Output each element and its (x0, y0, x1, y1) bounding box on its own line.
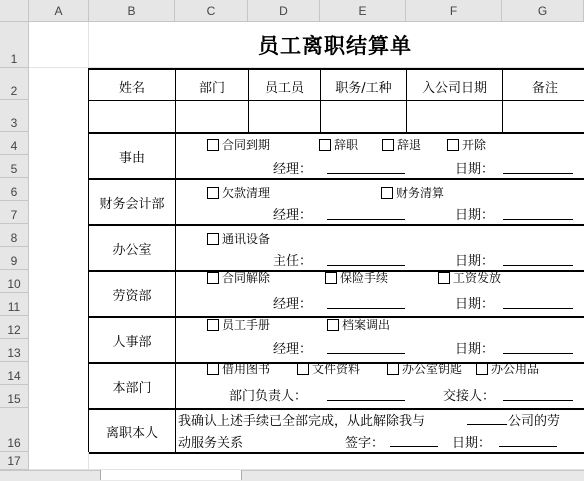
row-header-15[interactable]: 15 (0, 385, 29, 408)
checkbox-label: 辞职 (334, 138, 359, 152)
checkbox-label: 办公用品 (491, 362, 540, 376)
header-join-date: 入公司日期 (421, 80, 487, 96)
signer-label: 经理： (273, 162, 313, 177)
header-name: 姓名 (118, 80, 145, 96)
date-line[interactable] (503, 219, 573, 220)
date-label: 日期： (455, 297, 495, 312)
row-header-11[interactable]: 11 (0, 293, 29, 316)
checkbox-label: 财务清算 (396, 186, 445, 200)
handover-line[interactable] (503, 400, 573, 401)
checkbox-label: 文件资料 (312, 362, 361, 376)
row-header-8[interactable]: 8 (0, 224, 29, 247)
section-label-labor: 劳资部 (112, 288, 152, 304)
signature-line[interactable] (327, 400, 405, 401)
column-header-a[interactable]: A (29, 0, 89, 22)
checkbox-employee-handbook[interactable] (207, 316, 270, 333)
checkbox-icon (381, 187, 393, 199)
checkbox-icon (438, 272, 450, 284)
select-all-corner[interactable] (0, 0, 29, 22)
input-position-cell[interactable] (321, 101, 406, 132)
checkbox-icon (207, 139, 219, 151)
input-remarks-cell[interactable] (503, 101, 584, 132)
input-staff-cell[interactable] (249, 101, 320, 132)
checkbox-expel[interactable] (447, 136, 486, 153)
input-department-cell[interactable] (176, 101, 248, 132)
signature-line[interactable] (390, 446, 438, 447)
checkbox-contract-termination[interactable] (207, 269, 270, 286)
section-label-finance: 财务会计部 (99, 196, 165, 212)
confirmation-text-line2: 动服务关系 (178, 436, 244, 451)
checkbox-office-supplies[interactable] (476, 360, 539, 377)
row-header-17[interactable]: 17 (0, 452, 29, 470)
checkbox-office-keys[interactable] (387, 360, 462, 377)
checkbox-label: 合同到期 (222, 138, 271, 152)
date-line[interactable] (499, 446, 557, 447)
date-line[interactable] (503, 265, 573, 266)
checkbox-icon (207, 187, 219, 199)
checkbox-label: 保险手续 (340, 271, 389, 285)
section-label-hr: 人事部 (112, 334, 152, 350)
checkbox-insurance[interactable] (325, 269, 388, 286)
form-divider (89, 452, 584, 454)
header-remarks: 备注 (531, 80, 558, 96)
date-label: 日期： (455, 254, 495, 269)
header-department: 部门 (198, 80, 225, 96)
checkbox-label: 员工手册 (222, 318, 271, 332)
page-title: 员工离职结算单 (258, 33, 412, 58)
date-label: 日期： (455, 342, 495, 357)
row-header-3[interactable]: 3 (0, 100, 29, 132)
sheet-tab-bar (0, 470, 584, 481)
signature-line[interactable] (327, 265, 405, 266)
checkbox-resign[interactable] (319, 136, 358, 153)
checkbox-label: 欠款清理 (222, 186, 271, 200)
sign-label: 签字： (345, 436, 385, 451)
signer-label: 主任： (273, 254, 313, 269)
header-staff: 员工员 (264, 80, 304, 96)
signer-label: 经理： (273, 342, 313, 357)
row-header-10[interactable]: 10 (0, 270, 29, 293)
handover-label: 交接人： (443, 389, 496, 404)
date-line[interactable] (503, 308, 573, 309)
signer-label: 经理： (273, 208, 313, 223)
checkbox-label: 通讯设备 (222, 232, 271, 246)
column-header-g[interactable]: G (502, 0, 584, 22)
section-label-dept: 本部门 (112, 380, 152, 396)
row-header-5[interactable]: 5 (0, 155, 29, 178)
row-header-9[interactable]: 9 (0, 247, 29, 270)
section-label-reason: 事由 (118, 150, 145, 166)
section-label-self: 离职本人 (105, 425, 158, 441)
checkbox-label: 借用图书 (222, 362, 271, 376)
signature-line[interactable] (327, 219, 405, 220)
row-header-7[interactable]: 7 (0, 201, 29, 224)
checkbox-dismiss[interactable] (382, 136, 421, 153)
checkbox-icon (207, 319, 219, 331)
checkbox-icon (387, 363, 399, 375)
checkbox-icon (207, 233, 219, 245)
checkbox-icon (319, 139, 331, 151)
column-header-b[interactable]: B (89, 0, 175, 22)
row-header-6[interactable]: 6 (0, 178, 29, 201)
row-header-1[interactable]: 1 (0, 22, 29, 68)
date-line[interactable] (503, 353, 573, 354)
input-name-cell[interactable] (89, 101, 175, 132)
checkbox-contract-expired[interactable] (207, 136, 270, 153)
date-line[interactable] (503, 173, 573, 174)
checkbox-label: 开除 (462, 138, 487, 152)
signer-label: 部门负责人： (229, 389, 308, 404)
checkbox-label: 工资发放 (453, 271, 502, 285)
checkbox-documents[interactable] (297, 360, 360, 377)
resignation-form (88, 68, 584, 452)
row-header-16[interactable]: 16 (0, 408, 29, 452)
company-name-line[interactable] (467, 424, 507, 425)
row-header-13[interactable]: 13 (0, 339, 29, 362)
confirmation-text-part1: 我确认上述手续已全部完成，从此解除我与 (178, 414, 426, 429)
checkbox-label: 合同解除 (222, 271, 271, 285)
row-header-14[interactable]: 14 (0, 362, 29, 385)
checkbox-label: 办公室钥匙 (402, 362, 463, 376)
checkbox-icon (476, 363, 488, 375)
signature-line[interactable] (327, 308, 405, 309)
header-position: 职务/工种 (335, 80, 392, 96)
checkbox-label: 辞退 (397, 138, 422, 152)
checkbox-icon (297, 363, 309, 375)
row-header-2[interactable]: 2 (0, 68, 29, 100)
section-label-office: 办公室 (112, 242, 152, 258)
checkbox-icon (325, 272, 337, 284)
checkbox-icon (382, 139, 394, 151)
checkbox-finance-settlement[interactable] (381, 184, 444, 201)
column-header-c[interactable]: C (175, 0, 248, 22)
date-label: 日期： (455, 162, 495, 177)
checkbox-icon (207, 272, 219, 284)
checkbox-salary-payment[interactable] (438, 269, 501, 286)
checkbox-borrowed-books[interactable] (207, 360, 270, 377)
date-label: 日期： (452, 436, 492, 451)
checkbox-icon (327, 319, 339, 331)
date-label: 日期： (455, 208, 495, 223)
checkbox-icon (447, 139, 459, 151)
signer-label: 经理： (273, 297, 313, 312)
row-header-12[interactable]: 12 (0, 316, 29, 339)
column-header-f[interactable]: F (406, 0, 502, 22)
signature-line[interactable] (327, 353, 405, 354)
checkbox-file-transfer[interactable] (327, 316, 390, 333)
sheet-tab[interactable] (100, 470, 242, 480)
checkbox-comm-equipment[interactable] (207, 230, 270, 247)
checkbox-debt-clearance[interactable] (207, 184, 270, 201)
column-header-d[interactable]: D (248, 0, 320, 22)
input-join-date-cell[interactable] (407, 101, 502, 132)
confirmation-text-part2: 公司的劳 (508, 414, 561, 429)
signature-line[interactable] (327, 173, 405, 174)
column-header-e[interactable]: E (320, 0, 406, 22)
checkbox-label: 档案调出 (342, 318, 391, 332)
row-header-4[interactable]: 4 (0, 132, 29, 155)
checkbox-icon (207, 363, 219, 375)
